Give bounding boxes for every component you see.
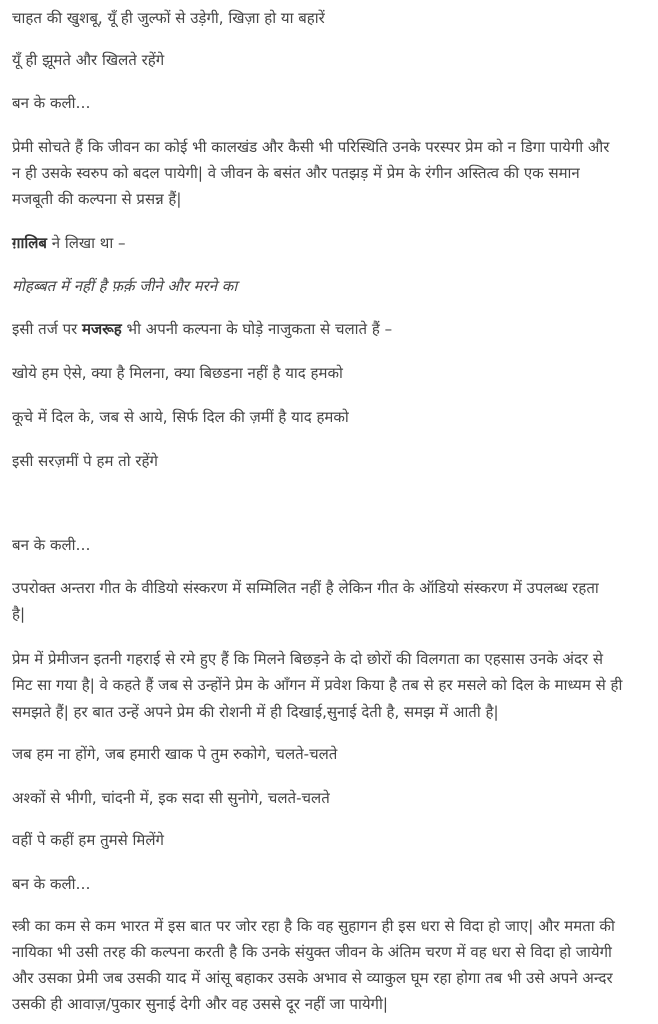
paragraph-line: नायिका भी उसी तरह की कल्पना करती है कि उनके संयुक्त जीवन के अंतिम चरण में वह धरा से विदा हो जायेगी xyxy=(12,943,612,961)
quote-intro-text: ने लिखा था – xyxy=(46,234,126,252)
lyric-line: जब हम ना होंगे, जब हमारी खाक पे तुम रुकोगे, चलते-चलते xyxy=(12,745,338,763)
lyric-line: वहीं पे कहीं हम तुमसे मिलेंगे xyxy=(12,831,164,849)
paragraph-line: है| xyxy=(12,605,26,623)
quote-intro-text: इसी तर्ज पर xyxy=(12,320,83,338)
paragraph-line: उपरोक्त अन्तरा गीत के वीडियो संस्करण में सम्मिलित नहीं है लेकिन गीत के ऑडियो संस्करण में उपलब्ध रहता xyxy=(12,579,599,597)
lyric-line: कूचे में दिल के, जब से आये, सिर्फ दिल की ज़मीं है याद हमको xyxy=(12,408,349,426)
paragraph-line: समझते हैं| हर बात उन्हें अपने प्रेम की रोशनी में ही दिखाई,सुनाई देती है, समझ में आती है| xyxy=(12,703,499,721)
poet-name: मजरूह xyxy=(82,320,122,338)
quote-intro xyxy=(12,317,392,341)
paragraph-line: मिट सा गया है| वे कहते हैं जब से उन्होंने प्रेम के आँगन में प्रवेश किया है तब से हर मसले को दिल के माध्यम से ही xyxy=(12,676,623,694)
paragraph-line: स्त्री का कम से कम भारत में इस बात पर जोर रहा है कि वह सुहागन ही इस धरा से विदा हो जाए| और ममता की xyxy=(12,917,615,935)
quote-intro xyxy=(12,231,126,255)
paragraph-line: प्रेमी सोचते हैं कि जीवन का कोई भी कालखंड और कैसी भी परिस्थिति उनके परस्पर प्रेम को न डिगा पायेगी और xyxy=(12,138,610,156)
lyric-line: अश्कों से भीगी, चांदनी में, इक सदा सी सुनोगे, चलते-चलते xyxy=(12,789,330,807)
lyric-refrain: बन के कली… xyxy=(12,875,91,893)
poet-name: ग़ालिब xyxy=(12,234,47,252)
lyric-line: खोये हम ऐसे, क्या है मिलना, क्या बिछडना नहीं है याद हमको xyxy=(12,364,343,382)
lyric-refrain: बन के कली… xyxy=(12,94,91,112)
quote-line: मोहब्बत में नहीं है फ़र्क़ जीने और मरने का xyxy=(12,277,238,295)
lyric-refrain: बन के कली… xyxy=(12,536,91,554)
lyric-line: यूँ ही झूमते और खिलते रहेंगे xyxy=(12,51,165,69)
paragraph-line: प्रेम में प्रेमीजन इतनी गहराई से रमे हुए हैं कि मिलने बिछड़ने के दो छोरों की विलगता का एहसास उनके अंदर से xyxy=(12,650,603,668)
paragraph-line: उसकी ही आवाज़/पुकार सुनाई देगी और वह उससे दूर नहीं जा पायेगी| xyxy=(12,995,388,1013)
quote-intro-text: भी अपनी कल्पना के घोड़े नाजुकता से चलाते हैं – xyxy=(121,320,393,338)
paragraph-line: न ही उसके स्वरुप को बदल पायेगी| वे जीवन के बसंत और पतझड़ में प्रेम के रंगीन अस्तित्व की एक समान xyxy=(12,164,580,182)
lyric-line: इसी सरज़मीं पे हम तो रहेंगे xyxy=(12,452,158,470)
paragraph-line: मजबूती की कल्पना से प्रसन्न हैं| xyxy=(12,190,182,208)
lyric-line: चाहत की खुशबू, यूँ ही जुल्फों से उड़ेगी, खिज़ा हो या बहारें xyxy=(12,9,325,27)
paragraph-line: और उसका प्रेमी जब उसकी याद में आंसू बहाकर उसके अभाव से व्याकुल घूम रहा होगा तब भी उसे अपने अन्दर xyxy=(12,969,613,987)
